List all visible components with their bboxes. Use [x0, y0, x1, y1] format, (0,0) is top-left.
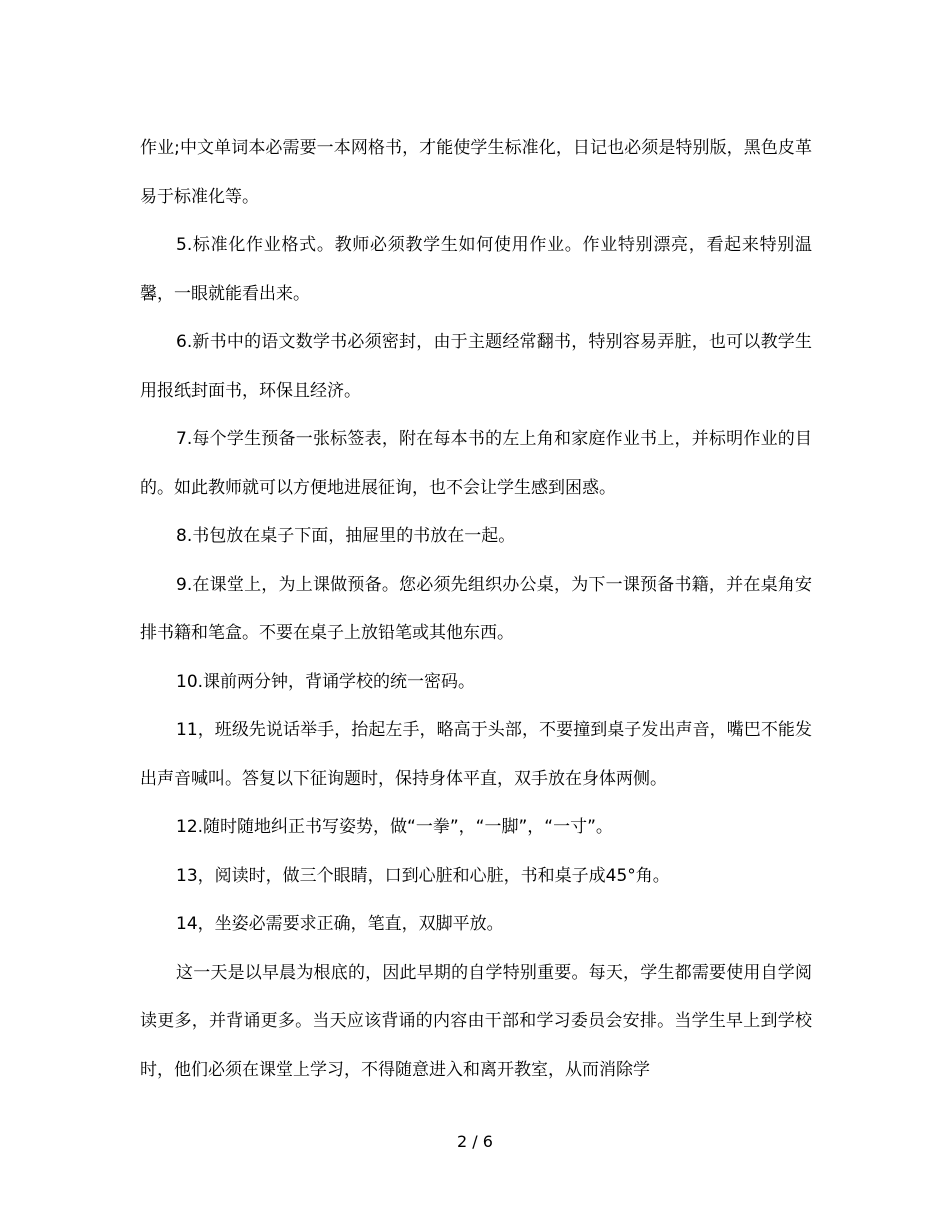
paragraph: 11，班级先说话举手，抬起左手，略高于头部，不要撞到桌子发出声音，嘴巴不能发出声音喊叫。答复以下征询题时，保持身体平直，双手放在身体两侧。 [140, 720, 812, 789]
paragraph: 8.书包放在桌子下面，抽屉里的书放在一起。 [176, 526, 516, 546]
paragraph: 这一天是以早晨为根底的，因此早期的自学特别重要。每天，学生都需要使用自学阅读更多，并背诵更多。当天应该背诵的内容由干部和学习委员会安排。当学生早上到学校时，他们必须在课堂上学习，不得随意进入和离开教室，从而消除学 [140, 962, 812, 1080]
page-number: 2 / 6 [457, 1132, 493, 1151]
paragraph: 9.在课堂上，为上课做预备。您必须先组织办公桌，为下一课预备书籍，并在桌角安排书籍和笔盒。不要在桌子上放铅笔或其他东西。 [140, 574, 812, 643]
paragraph: 13，阅读时，做三个眼睛，口到心脏和心脏，书和桌子成45°角。 [176, 865, 670, 886]
paragraph: 10.课前两分钟，背诵学校的统一密码。 [176, 671, 476, 692]
paragraph: 12.随时随地纠正书写姿势，做“一拳”，“一脚”，“一寸”。 [176, 817, 613, 837]
paragraph: 5.标准化作业格式。教师必须教学生如何使用作业。作业特别漂亮，看起来特别温馨，一眼就能看出来。 [140, 235, 812, 304]
paragraph: 14，坐姿必需要求正确，笔直，双脚平放。 [176, 914, 504, 934]
paragraph: 6.新书中的语文数学书必须密封，由于主题经常翻书，特别容易弄脏，也可以教学生用报纸封面书，环保且经济。 [140, 332, 812, 401]
paragraph: 7.每个学生预备一张标签表，附在每本书的左上角和家庭作业书上，并标明作业的目的。如此教师就可以方便地进展征询，也不会让学生感到困惑。 [140, 429, 812, 498]
document-body [140, 124, 812, 1094]
paragraph: 作业;中文单词本必需要一本网格书，才能使学生标准化，日记也必须是特别版，黑色皮革易于标准化等。 [140, 138, 812, 207]
